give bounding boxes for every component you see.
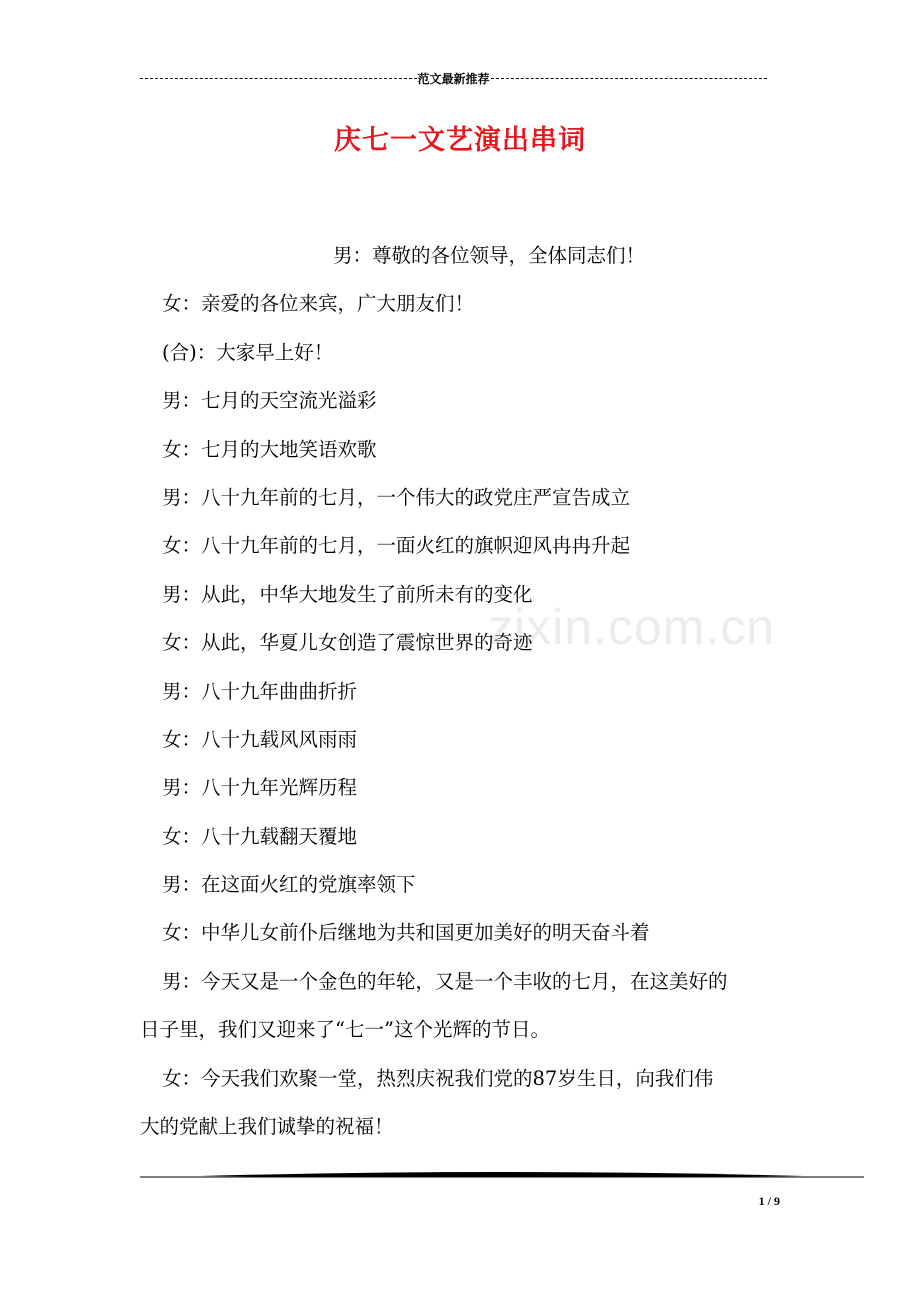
body-line: 男：从此，中华大地发生了前所未有的变化 — [162, 582, 533, 606]
body-line: 男：八十九年光辉历程 — [162, 776, 358, 800]
body-line: 男：在这面火红的党旗率领下 — [162, 873, 416, 897]
header-dashes-right — [491, 78, 768, 79]
body-line: 男：今天又是一个金色的年轮，又是一个丰收的七月，在这美好的 — [162, 969, 728, 993]
header-dashes-left — [140, 78, 417, 79]
body-line: 男：尊敬的各位领导，全体同志们！ — [333, 244, 646, 267]
header-label: 范文最新推荐 — [417, 71, 490, 86]
body-line: 女：八十九年前的七月，一面火红的旗帜迎风冉冉升起 — [162, 534, 631, 558]
document-title: 庆七一文艺演出串词 — [334, 125, 586, 156]
footer-rule — [140, 1168, 864, 1180]
body-line: 女：中华儿女前仆后继地为共和国更加美好的明天奋斗着 — [162, 921, 650, 945]
body-line: 女：八十九载翻天覆地 — [162, 824, 358, 848]
body-line: 男：八十九年前的七月，一个伟大的政党庄严宣告成立 — [162, 485, 631, 509]
body-line: 女：亲爱的各位来宾，广大朋友们！ — [162, 292, 475, 316]
body-line: 女：八十九载风风雨雨 — [162, 727, 358, 751]
page-number: 1 / 9 — [758, 1194, 780, 1208]
body-line: 大的党献上我们诚挚的祝福！ — [140, 1115, 394, 1139]
body-line: 日子里，我们又迎来了“七一”这个光辉的节日。 — [140, 1018, 550, 1042]
body-line: 女：今天我们欢聚一堂，热烈庆祝我们党的87岁生日，向我们伟 — [162, 1066, 714, 1090]
body-line: (合)：大家早上好！ — [162, 340, 334, 364]
body-line: 女：从此，华夏儿女创造了震惊世界的奇迹 — [162, 631, 533, 655]
body-line: 男：七月的天空流光溢彩 — [162, 389, 377, 413]
body-line: 男：八十九年曲曲折折 — [162, 679, 358, 703]
body-line: 女：七月的大地笑语欢歌 — [162, 437, 377, 461]
page-header — [140, 68, 767, 88]
document-body — [140, 232, 786, 1151]
watermark: zixin.com.cn — [488, 599, 776, 655]
